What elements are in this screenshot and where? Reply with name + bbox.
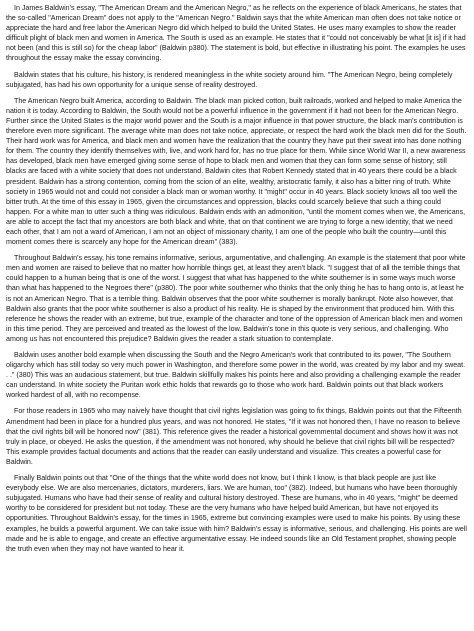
essay-paragraph-7: Finally Baldwin points out that "One of the things that the white world does not know, but I think I know, is that black people are just like everybody else. We are also mercenaries, dictators, murderers, liars. We are human, too" (382). Indeed, but humans who have been thoroughly subjugated. Humans who have had their sense of reality and cultural history destroyed. These are humans, who in 40 years, "might" be deemed worthy to be considered for president but not today. These are the very humans who have helped build American, but have not enjoyed its opportunities. Throughout Baldwin's essay, for the times in 1965, extreme but convincing examples were used to make his points. By using these examples, he builds a powerful argument. We can take issue with him? Baldwin's essay is informative, serious, and challenging. His points are well made and he is able to engage, and create an effective argumentative essay. He indeed sounds like an Old Testament prophet, showing people the truth even when they may not have wanted to hear it. bbox=[6, 474, 467, 553]
essay-paragraph-1: In James Baldwin's essay, "The American Dream and the American Negro," as he reflects on the experience of black Americans, he states that the so-called "American Dream" does not apply to the "American Negro." Baldwin says that the white American man often does not take notice or appreciate the hard and free labor the American Negro did which helped to build the United States. He uses many examples to show the reader difficult plight of black men and women in America. The South is used as an example. He states that it "could not conceivably be what [it is] if it had not been (and this is still so) for the cheap labor" (Baldwin p380). The statement is bold, but effective in illustrating his point. The examples he uses throughout the essay make the essay convincing. bbox=[6, 4, 466, 63]
essay-paragraph-5: Baldwin uses another bold example when discussing the South and the Negro American's work that contributed to its power, "The Southern oligarchy which has still today so very much power in Washington, and therefore some power in the world, was created by my labor and my sweat. . ." (380) This was an audacious statement, but true. Baldwin skillfully makes his points here and also providing a challenging example the reader can understand. In white society the Puritan work ethic holds that rewards go to those who work hard. Baldwin points out that black workers worked hardest of all, with no recompense. bbox=[6, 351, 466, 400]
essay-paragraph-2: Baldwin states that his culture, his history, is rendered meaningless in the white society around him. "The American Negro, being completely subjugated, has had his own opportunity for a unique sense of reality destroyed. bbox=[6, 70, 453, 89]
essay-paragraph-6: For those readers in 1965 who may naively have thought that civil rights legislation was going to fix things, Baldwin points out that the Fifteenth Amendment had been in place for a hundred plus years, and was not honored. He states, "If it was not honored then, I have no reason to believe that the civil rights bill will be honored now" (381). This reference gives the reader a historical governmental document and shows how it was not truly in place, or obeyed. He asks the question, if the amendment was not honored, why should he believe that civil rights bill will be respected? This example provides factual documents and actions that the reader can easily understand and visualize. This creates a powerful case for Baldwin. bbox=[6, 407, 462, 466]
essay-paragraph-3: The American Negro built America, according to Baldwin. The black man picked cotton, built railroads, worked and helped to make America the nation it is today. According to Baldwin, the South would not be a powerful influence in the government if it had not been for the American Negro. Further since the United States is the major world power and the South is a major influence in that power structure, the black man's contribution is therefore even more significant. The average white man does not take notice, appreciate, or respect the hard work the black men did for the South. Their hard work was for America, and black men and women have the realization that the country they have put their sweat into has done nothing for them. The country they identify themselves with, live, and work hard for, has no true place for them. While since World War II, a new awareness has developed, black men have emerged giving some sense of hope to black men and women that they can form some sense of history; still blacks are faced with a white society that does not understand. Baldwin cites that Robert Kennedy stated that in 40 years there could be a black president. Baldwin has a strong contention, coming from the scion of an elite, wealthy, aristocratic family, it also has a bitter ring of truth. White society in 1965 would not and could not consider a black man or woman worthy. It "might" occur in 40 years. Black society knows all too well the bitter truth. At the time of this essay in 1965, given the circumstances and oppression, blacks could scarcely believe that such a thing could happen. For a white man to utter such a thing was ridiculous. Baldwin ends with an admonition, "until the moment comes when we, the Americans, are able to accept the fact that my ancestors are both black and white, that on that continent we are trying to forge a new identity, that we need each other, that I am not a ward of American, I am not an object of missionary charity, I am one of the people who built the country—until this moment comes there is scarcely any hope for the American dream" (383). bbox=[6, 96, 467, 247]
essay-paragraph-4: Throughout Baldwin's essay, his tone remains informative, serious, argumentative, and challenging. An example is the statement that poor white men and women are raised to believe that no matter how horrible things get, at least they aren't black. "I suggest that of all the terrible things that could happen to a human being that is one of the worst. I suggest that what has happened to the white southerner is in some ways much worse than what has happened to the Negroes there" (p380). The poor white southerner who thinks that the only thing he has to hang onto is, at least he is not an American Negro. That is a terrible thing. Baldwin observes that the poor white southerner is morally bankrupt. Note also however, that Baldwin also grants that the poor white southerner is also a product of his reality. He is shaped by the environment that produced him. With this reference he shows the reader with an extreme, but true, example of the character and tone of the oppression of American black men and women in this time period. They are perceived and treated as the lowest of the low. Baldwin's tone in this quote is very serious, and challenging. Who among us has not encountered this prejudice? Baldwin gives the reader a stark situation to contemplate. bbox=[6, 254, 466, 343]
